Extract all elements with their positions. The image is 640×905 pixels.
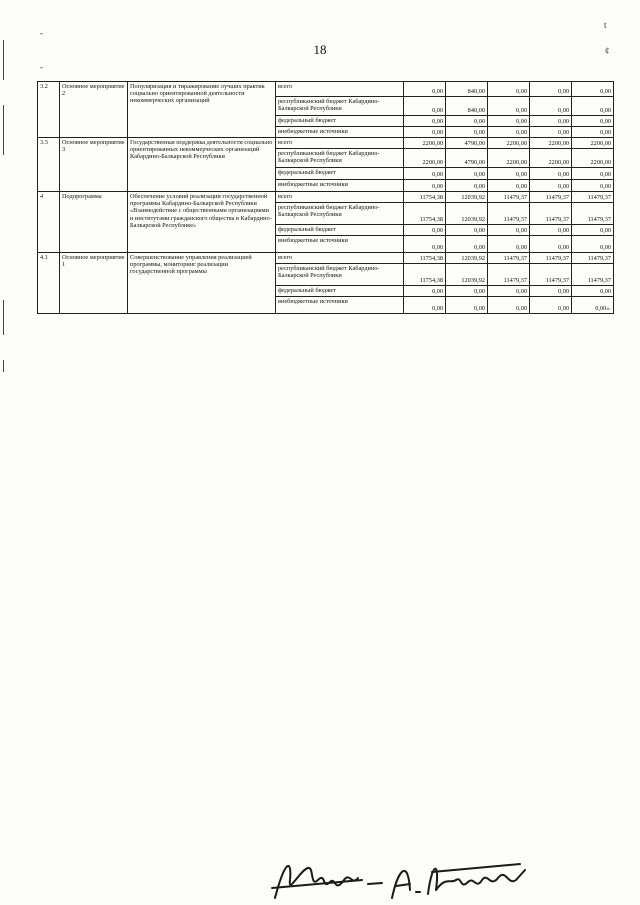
section-type: Основное мероприятие 3 [60, 138, 128, 192]
table-row [38, 138, 614, 149]
amount-cell: 0,00 [530, 236, 572, 253]
amount-cell: 0,00 [404, 168, 446, 180]
section-type: Основное мероприятие 2 [60, 82, 128, 138]
amount-cell: 11479,37 [488, 203, 530, 225]
amount-cell: 0,00 [488, 97, 530, 116]
section-type: Основное мероприятие 1 [60, 253, 128, 314]
amount-cell: 11479,37 [530, 264, 572, 286]
amount-cell: 11479,37 [488, 253, 530, 264]
amount-cell: 0,00 [446, 286, 488, 297]
page-number: 18 [313, 42, 327, 57]
amount-cell: 12039,92 [446, 203, 488, 225]
amount-cell: 0,00 [404, 116, 446, 127]
section-index: 3.2 [38, 82, 60, 138]
amount-cell: 0,00 [530, 297, 572, 314]
funding-source: федеральный бюджет [276, 286, 404, 297]
amount-cell: 0,00 [404, 225, 446, 236]
amount-cell: 0,00 [530, 82, 572, 97]
amount-cell: 0,00 [488, 297, 530, 314]
margin-mark-right-top: t [604, 20, 607, 30]
funding-source: республиканский бюджет Кабардино-Балкарской Республики [276, 203, 404, 225]
amount-cell: 840,00 [446, 82, 488, 97]
funding-source: федеральный бюджет [276, 168, 404, 180]
margin-mark-right-mid: ¢ [605, 46, 610, 56]
funding-source: республиканский бюджет Кабардино-Балкарской Республики [276, 149, 404, 168]
amount-cell: 11479,37 [530, 253, 572, 264]
amount-cell: 0,00 [530, 168, 572, 180]
amount-cell: 11479,37 [572, 264, 614, 286]
amount-cell: 0,00 [446, 168, 488, 180]
amount-cell: 0,00 [404, 286, 446, 297]
amount-cell: 0,00 [404, 297, 446, 314]
amount-cell: 0,00 [488, 82, 530, 97]
amount-cell: 0,00 [404, 236, 446, 253]
funding-source: всего [276, 82, 404, 97]
amount-cell: 0,00 [446, 297, 488, 314]
amount-cell: 0,00 [488, 236, 530, 253]
margin-mark-left-top: - [40, 28, 43, 38]
funding-source: внебюджетные источники [276, 297, 404, 314]
amount-cell: 11479,37 [530, 203, 572, 225]
amount-cell: 840,00 [446, 97, 488, 116]
amount-cell: 11479,37 [572, 192, 614, 203]
amount-cell: 11754,38 [404, 192, 446, 203]
amount-cell: 11754,38 [404, 253, 446, 264]
funding-source: республиканский бюджет Кабардино-Балкарской Республики [276, 264, 404, 286]
amount-cell: 0,00 [572, 180, 614, 192]
amount-cell: 0,00 [488, 180, 530, 192]
amount-cell: 0,00 [404, 82, 446, 97]
table-row [38, 82, 614, 97]
funding-source: всего [276, 192, 404, 203]
scan-edge-mark [3, 300, 4, 335]
amount-cell: 0,00 [488, 168, 530, 180]
amount-cell: 0,00 [488, 116, 530, 127]
amount-cell: 0,00 [488, 286, 530, 297]
section-index: 4.1 [38, 253, 60, 314]
amount-cell: 0,00 [446, 180, 488, 192]
funding-source: федеральный бюджет [276, 116, 404, 127]
section-index: 3.3 [38, 138, 60, 192]
amount-cell: 12039,92 [446, 253, 488, 264]
scan-edge-mark [3, 105, 4, 155]
amount-cell: 11479,37 [530, 192, 572, 203]
section-title: Государственная поддержка деятельности социально ориентированных некоммерческих организаций Кабардино-Балкарской Республики [128, 138, 276, 192]
amount-cell: 12039,92 [446, 192, 488, 203]
amount-cell: 12039,92 [446, 264, 488, 286]
funding-source: внебюджетные источники [276, 236, 404, 253]
amount-cell: 0,00 [446, 236, 488, 253]
amount-cell: 0,00 [488, 225, 530, 236]
amount-cell: 0,00 [572, 225, 614, 236]
table-row [38, 253, 614, 264]
amount-cell: 11479,37 [572, 253, 614, 264]
amount-cell: 2200,00 [488, 149, 530, 168]
amount-cell: 0,00 [530, 116, 572, 127]
funding-source: республиканский бюджет Кабардино-Балкарской Республики [276, 97, 404, 116]
section-index: 4 [38, 192, 60, 253]
amount-cell: 0,00 [404, 180, 446, 192]
amount-cell: 11754,38 [404, 203, 446, 225]
amount-cell: 0,00 [488, 127, 530, 138]
table-row [38, 192, 614, 203]
amount-cell: 0,00 [446, 127, 488, 138]
amount-cell: 0,00 [530, 286, 572, 297]
amount-cell: 2200,00 [572, 138, 614, 149]
amount-cell: 0,00 [572, 116, 614, 127]
amount-cell: 11479,37 [572, 203, 614, 225]
funding-source: внебюджетные источники [276, 127, 404, 138]
amount-cell: 0,00 [572, 286, 614, 297]
funding-source: федеральный бюджет [276, 225, 404, 236]
scan-edge-mark [3, 360, 4, 372]
funding-source: всего [276, 138, 404, 149]
amount-cell: 2200,00 [572, 149, 614, 168]
amount-cell: 11479,37 [488, 264, 530, 286]
funding-source: внебюджетные источники [276, 180, 404, 192]
amount-cell: 0,00 [572, 168, 614, 180]
amount-cell: 0,00 [572, 127, 614, 138]
amount-cell: 4790,00 [446, 149, 488, 168]
section-title: Обеспечение условий реализации государственной программы Кабардино-Балкарской Республики «Взаимодействие с общественными организациями и институтами гражданского общества в Кабардино-Балкарской Республике» [128, 192, 276, 253]
amount-cell: 2200,00 [404, 138, 446, 149]
amount-cell: 2200,00 [404, 149, 446, 168]
section-title: Совершенствование управления реализацией программы, мониторинг реализации государственной программы [128, 253, 276, 314]
amount-cell: 11479,37 [488, 192, 530, 203]
amount-cell: 0,00 [530, 97, 572, 116]
amount-cell: 0,00 [572, 236, 614, 253]
section-type: Подпрограмма [60, 192, 128, 253]
amount-cell: 0,00 [530, 180, 572, 192]
section-title: Популяризация и тиражирование лучших практик социально ориентированной деятельности некоммерческих организаций [128, 82, 276, 138]
amount-cell: 0,00 [530, 127, 572, 138]
amount-cell: 0,00 [404, 127, 446, 138]
amount-cell: 0,00 [446, 116, 488, 127]
amount-cell: 0,00 [446, 225, 488, 236]
amount-cell: 0,00 [572, 82, 614, 97]
amount-cell: 0,00 [572, 97, 614, 116]
amount-cell: 2200,00 [530, 138, 572, 149]
signature [270, 850, 530, 905]
amount-cell: 4790,00 [446, 138, 488, 149]
amount-cell: 11754,38 [404, 264, 446, 286]
funding-source: всего [276, 253, 404, 264]
margin-mark-left-mid: - [40, 62, 43, 72]
amount-cell: 2200,00 [530, 149, 572, 168]
budget-table [37, 81, 614, 314]
amount-cell: 2200,00 [488, 138, 530, 149]
amount-cell: 0,00 [530, 225, 572, 236]
amount-cell: 0,00 [404, 97, 446, 116]
amount-cell: 0,00». [572, 297, 614, 314]
